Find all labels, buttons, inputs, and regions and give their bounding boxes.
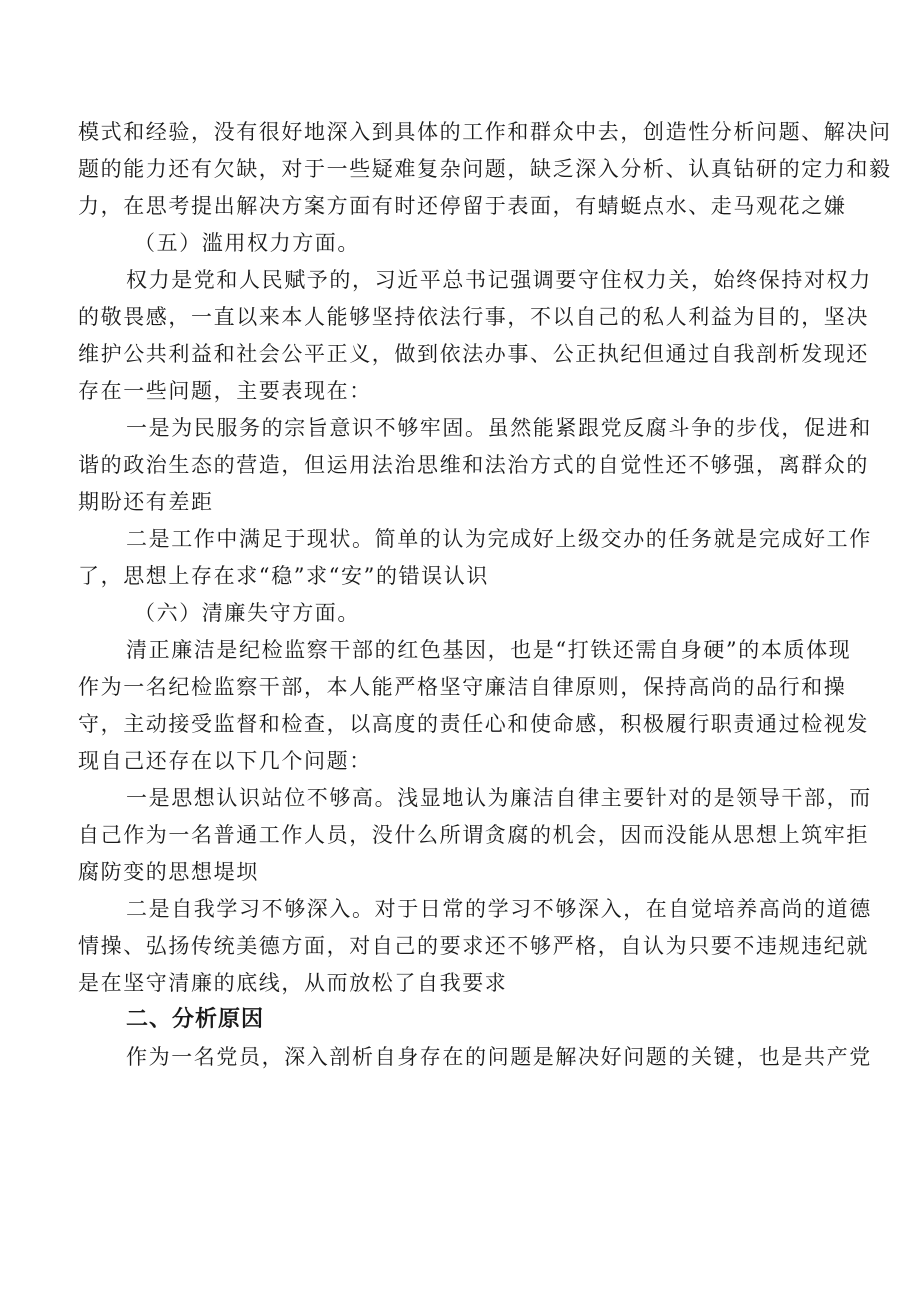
paragraph-first-line: 权力是党和人民赋予的，习近平总书记强调要守住权力关，始终保持对权力 [126, 268, 872, 292]
text-line: 存在一些问题，主要表现在： [78, 379, 372, 403]
text-line: 守，主动接受监督和检查，以高度的责任心和使命感，积极履行职责通过检视发 [78, 712, 869, 736]
chapter-heading: 二、分析原因 [126, 1007, 265, 1032]
text-line: 题的能力还有欠缺，对于一些疑难复杂问题，缺乏深入分析、认真钻研的定力和毅 [78, 157, 892, 181]
text-line: 了，思想上存在求“稳”求“安”的错误认识 [78, 564, 489, 588]
text-line: 谐的政治生态的营造，但运用法治思维和法治方式的自觉性还不够强，离群众的 [78, 453, 869, 477]
text-line: 模式和经验，没有很好地深入到具体的工作和群众中去，创造性分析问题、解决问 [78, 120, 892, 144]
paragraph-first-line: 清正廉洁是纪检监察干部的红色基因，也是“打铁还需自身硬”的本质体现 [126, 638, 852, 662]
text-line: 作为一名纪检监察干部，本人能严格坚守廉洁自律原则，保持高尚的品行和操 [78, 675, 847, 699]
text-line: 力，在思考提出解决方案方面有时还停留于表面，有蜻蜓点水、走马观花之嫌 [78, 194, 847, 218]
text-line: 现自己还存在以下几个问题： [78, 749, 372, 773]
text-line: 腐防变的思想堤坝 [78, 860, 259, 884]
text-line: 自己作为一名普通工作人员，没什么所谓贪腐的机会，因而没能从思想上筑牢拒 [78, 823, 869, 847]
paragraph-first-line: 一是思想认识站位不够高。浅显地认为廉洁自律主要针对的是领导干部，而 [126, 786, 872, 810]
section-heading: （五）滥用权力方面。 [134, 231, 360, 255]
paragraph-first-line: 二是工作中满足于现状。简单的认为完成好上级交办的任务就是完成好工作 [126, 527, 872, 551]
paragraph-first-line: 二是自我学习不够深入。对于日常的学习不够深入，在自觉培养高尚的道德 [126, 897, 872, 921]
text-line: 的敬畏感，一直以来本人能够坚持依法行事，不以自己的私人利益为目的，坚决 [78, 305, 869, 329]
paragraph-first-line: 作为一名党员，深入剖析自身存在的问题是解决好问题的关键，也是共产党 [126, 1045, 872, 1069]
text-line: 维护公共利益和社会公平正义，做到依法办事、公正执纪但通过自我剖析发现还 [78, 342, 869, 366]
text-line: 情操、弘扬传统美德方面，对自己的要求还不够严格，自认为只要不违规违纪就 [78, 934, 869, 958]
section-heading: （六）清廉失守方面。 [134, 601, 360, 625]
paragraph-first-line: 一是为民服务的宗旨意识不够牢固。虽然能紧跟党反腐斗争的步伐，促进和 [126, 416, 872, 440]
text-line: 期盼还有差距 [78, 490, 214, 514]
text-line: 是在坚守清廉的底线，从而放松了自我要求 [78, 971, 508, 995]
